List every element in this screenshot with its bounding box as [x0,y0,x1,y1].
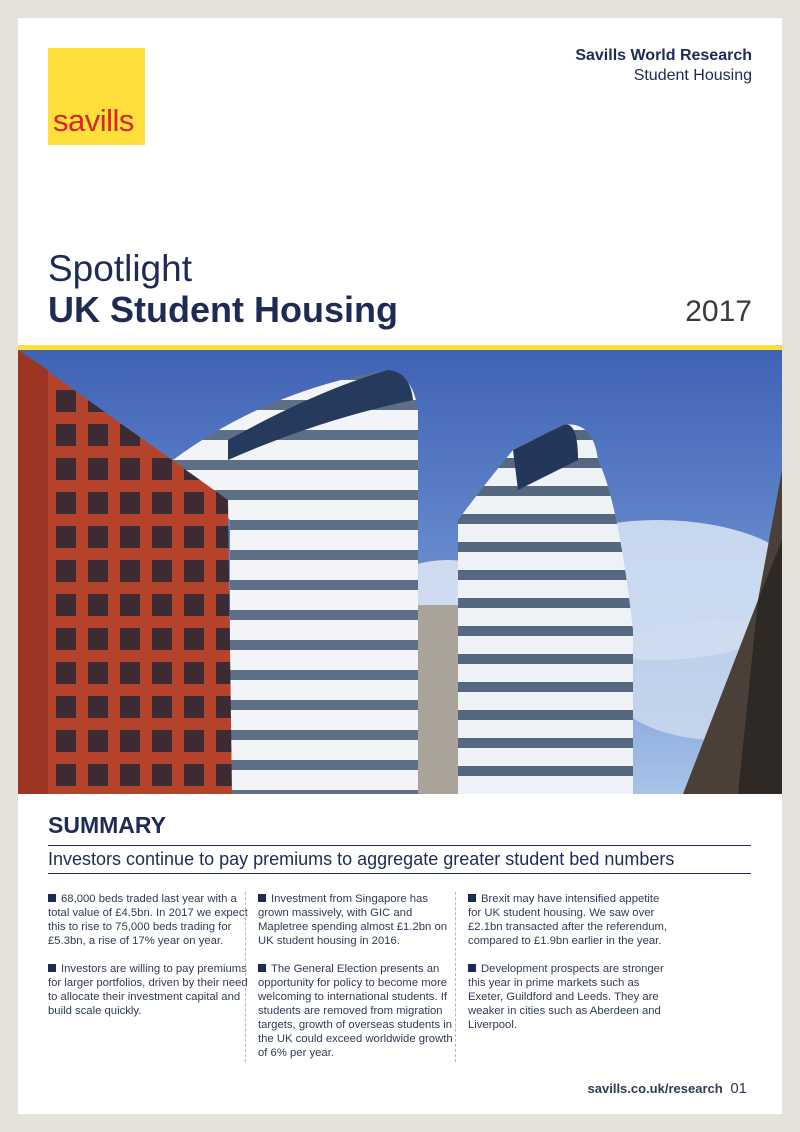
summary-column-2 [258,892,458,1074]
page-title: UK Student Housing [48,289,398,330]
cover-photo-student-towers [18,350,782,794]
column-divider [455,892,456,1062]
bullet-square-icon [468,894,476,902]
research-series: Savills World Research [575,47,752,64]
spotlight-label: Spotlight [48,248,192,289]
report-year: 2017 [685,295,752,328]
summary-column-1 [48,892,248,1032]
bullet-square-icon [258,964,266,972]
summary-point: Brexit may have intensified appetite for UK student housing. We saw over £2.1bn transacted after the referendum, compared to £1.9bn earlier in the year. [468,893,668,947]
summary-point: The General Election presents an opportunity for policy to become more welcoming to international students. If students are removed from migration targets, growth of overseas students in the UK could exceed worldwide growth of 6% per year. [258,963,453,1059]
summary-point: 68,000 beds traded last year with a total value of £4.5bn. In 2017 we expect this to rise to 75,000 beds trading for £5.3bn, a rise of 17% year on year. [48,893,248,947]
bullet-square-icon [258,894,266,902]
summary-point: Investors are willing to pay premiums for larger portfolios, driven by their need to allocate their investment capital and build scale quickly. [48,963,248,1017]
research-label [575,46,752,86]
summary-column-3 [468,892,668,1046]
summary-point: Investment from Singapore has grown massively, with GIC and Mapletree spending almost £1.2bn on UK student housing in 2016. [258,893,448,947]
savills-logo[interactable] [48,48,145,145]
research-topic: Student Housing [633,67,752,84]
column-divider [245,892,246,1062]
research-url-link[interactable]: savills.co.uk/research [587,1081,723,1096]
page-footer [588,1080,747,1097]
bullet-square-icon [468,964,476,972]
bullet-square-icon [48,894,56,902]
summary-point: Development prospects are stronger this year in prime markets such as Exeter, Guildford and Leeds. They are weaker in cities such as Aberdeen and Liverpool. [468,963,664,1031]
page-number: 01 [730,1080,747,1097]
logo-text: savills [53,103,134,138]
summary-heading: SUMMARY [48,812,166,838]
report-cover-page [18,18,782,1114]
summary-top-rule [48,845,751,846]
summary-bottom-rule [48,873,751,874]
summary-subheading: Investors continue to pay premiums to aggregate greater student bed numbers [48,849,675,869]
bullet-square-icon [48,964,56,972]
